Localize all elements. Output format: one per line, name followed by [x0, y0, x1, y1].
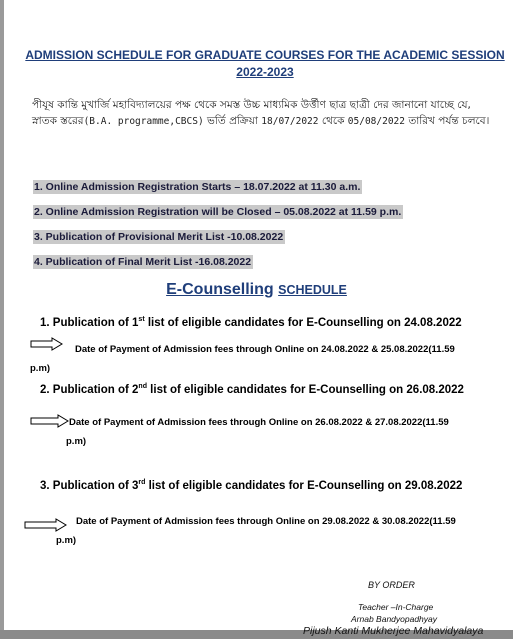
- payment-line1: Date of Payment of Admission fees through Online on 29.08.2022 & 30.08.2022(11.59: [76, 516, 456, 527]
- intro-course: (B.A. programme,CBCS): [83, 116, 204, 127]
- intro-text-1: পীযূষ কান্তি মুখার্জি মহাবিদ্যালয়ের পক্ষ থেকে সমস্ত উচ্চ মাধ্যমিক উর্ত্তীণ ছাত্র ছাত্রী দের জানানো যাচ্ছে যে, স্নাতক স্তরের: [32, 99, 471, 127]
- item-text-pre: Publication of 3: [52, 479, 139, 492]
- key-date-registration-close: 2. Online Admission Registration will be Closed – 05.08.2022 at 11.59 p.m.: [34, 206, 402, 218]
- payment-info-3: [56, 512, 506, 550]
- item-number: 2.: [40, 383, 50, 396]
- intro-text-2: ভর্তি প্রক্রিয়া: [207, 115, 258, 127]
- college-name: Pijush Kanti Mukherjee Mahavidyalaya: [303, 625, 484, 637]
- item-ordinal: rd: [138, 479, 146, 486]
- payment-line2: p.m): [56, 535, 77, 546]
- intro-text-3: থেকে: [321, 115, 345, 127]
- item-number: 3.: [40, 479, 50, 492]
- item-text-post: list of eligible candidates for E-Counselling on 29.08.2022: [145, 479, 463, 492]
- item-text-post: list of eligible candidates for E-Counselling on 26.08.2022: [146, 383, 464, 396]
- payment-info-1: [30, 340, 500, 378]
- item-text-post: list of eligible candidates for E-Counselling on 24.08.2022: [144, 316, 462, 329]
- payment-line1: Date of Payment of Admission fees through Online on 24.08.2022 & 25.08.2022(11.59: [75, 344, 455, 355]
- key-date-final-merit: 4. Publication of Final Merit List -16.08.2022: [34, 256, 252, 268]
- payment-line1: Date of Payment of Admission fees through Online on 26.08.2022 & 27.08.2022(11.59: [69, 417, 449, 428]
- item-ordinal: nd: [138, 383, 147, 390]
- intro-date-from: 18/07/2022: [261, 116, 319, 127]
- ecounselling-item-2: [40, 383, 464, 396]
- ecounselling-item-1: [40, 316, 462, 329]
- ecounselling-heading-main: E-Counselling: [166, 281, 274, 298]
- intro-paragraph: [32, 97, 492, 130]
- ecounselling-heading-sub: SCHEDULE: [278, 283, 347, 297]
- document-title-line2: 2022-2023: [236, 65, 294, 79]
- signatory-designation: Teacher –In-Charge: [358, 602, 434, 612]
- payment-line2: p.m): [30, 363, 51, 374]
- ecounselling-heading: [0, 281, 513, 299]
- payment-info-2: [66, 413, 506, 451]
- payment-line2: p.m): [66, 436, 87, 447]
- intro-text-4: তারিখ পর্যন্ত চলবে।: [408, 115, 490, 127]
- document-title-line1: ADMISSION SCHEDULE FOR GRADUATE COURSES FOR THE ACADEMIC SESSION: [25, 48, 505, 62]
- by-order-text: BY ORDER: [368, 580, 415, 590]
- item-text-pre: Publication of 1: [52, 316, 139, 329]
- arrow-icon: [30, 414, 70, 428]
- intro-date-to: 05/08/2022: [347, 116, 405, 127]
- ecounselling-item-3: [40, 479, 462, 492]
- item-ordinal: st: [138, 316, 145, 323]
- key-date-provisional-merit: 3. Publication of Provisional Merit List -10.08.2022: [34, 231, 284, 243]
- key-date-registration-start: 1. Online Admission Registration Starts – 18.07.2022 at 11.30 a.m.: [34, 181, 361, 193]
- page-edge-left: [0, 0, 4, 639]
- signatory-name: Arnab Bandyopadhyay: [351, 614, 438, 624]
- item-number: 1.: [40, 316, 50, 329]
- item-text-pre: Publication of 2: [52, 383, 139, 396]
